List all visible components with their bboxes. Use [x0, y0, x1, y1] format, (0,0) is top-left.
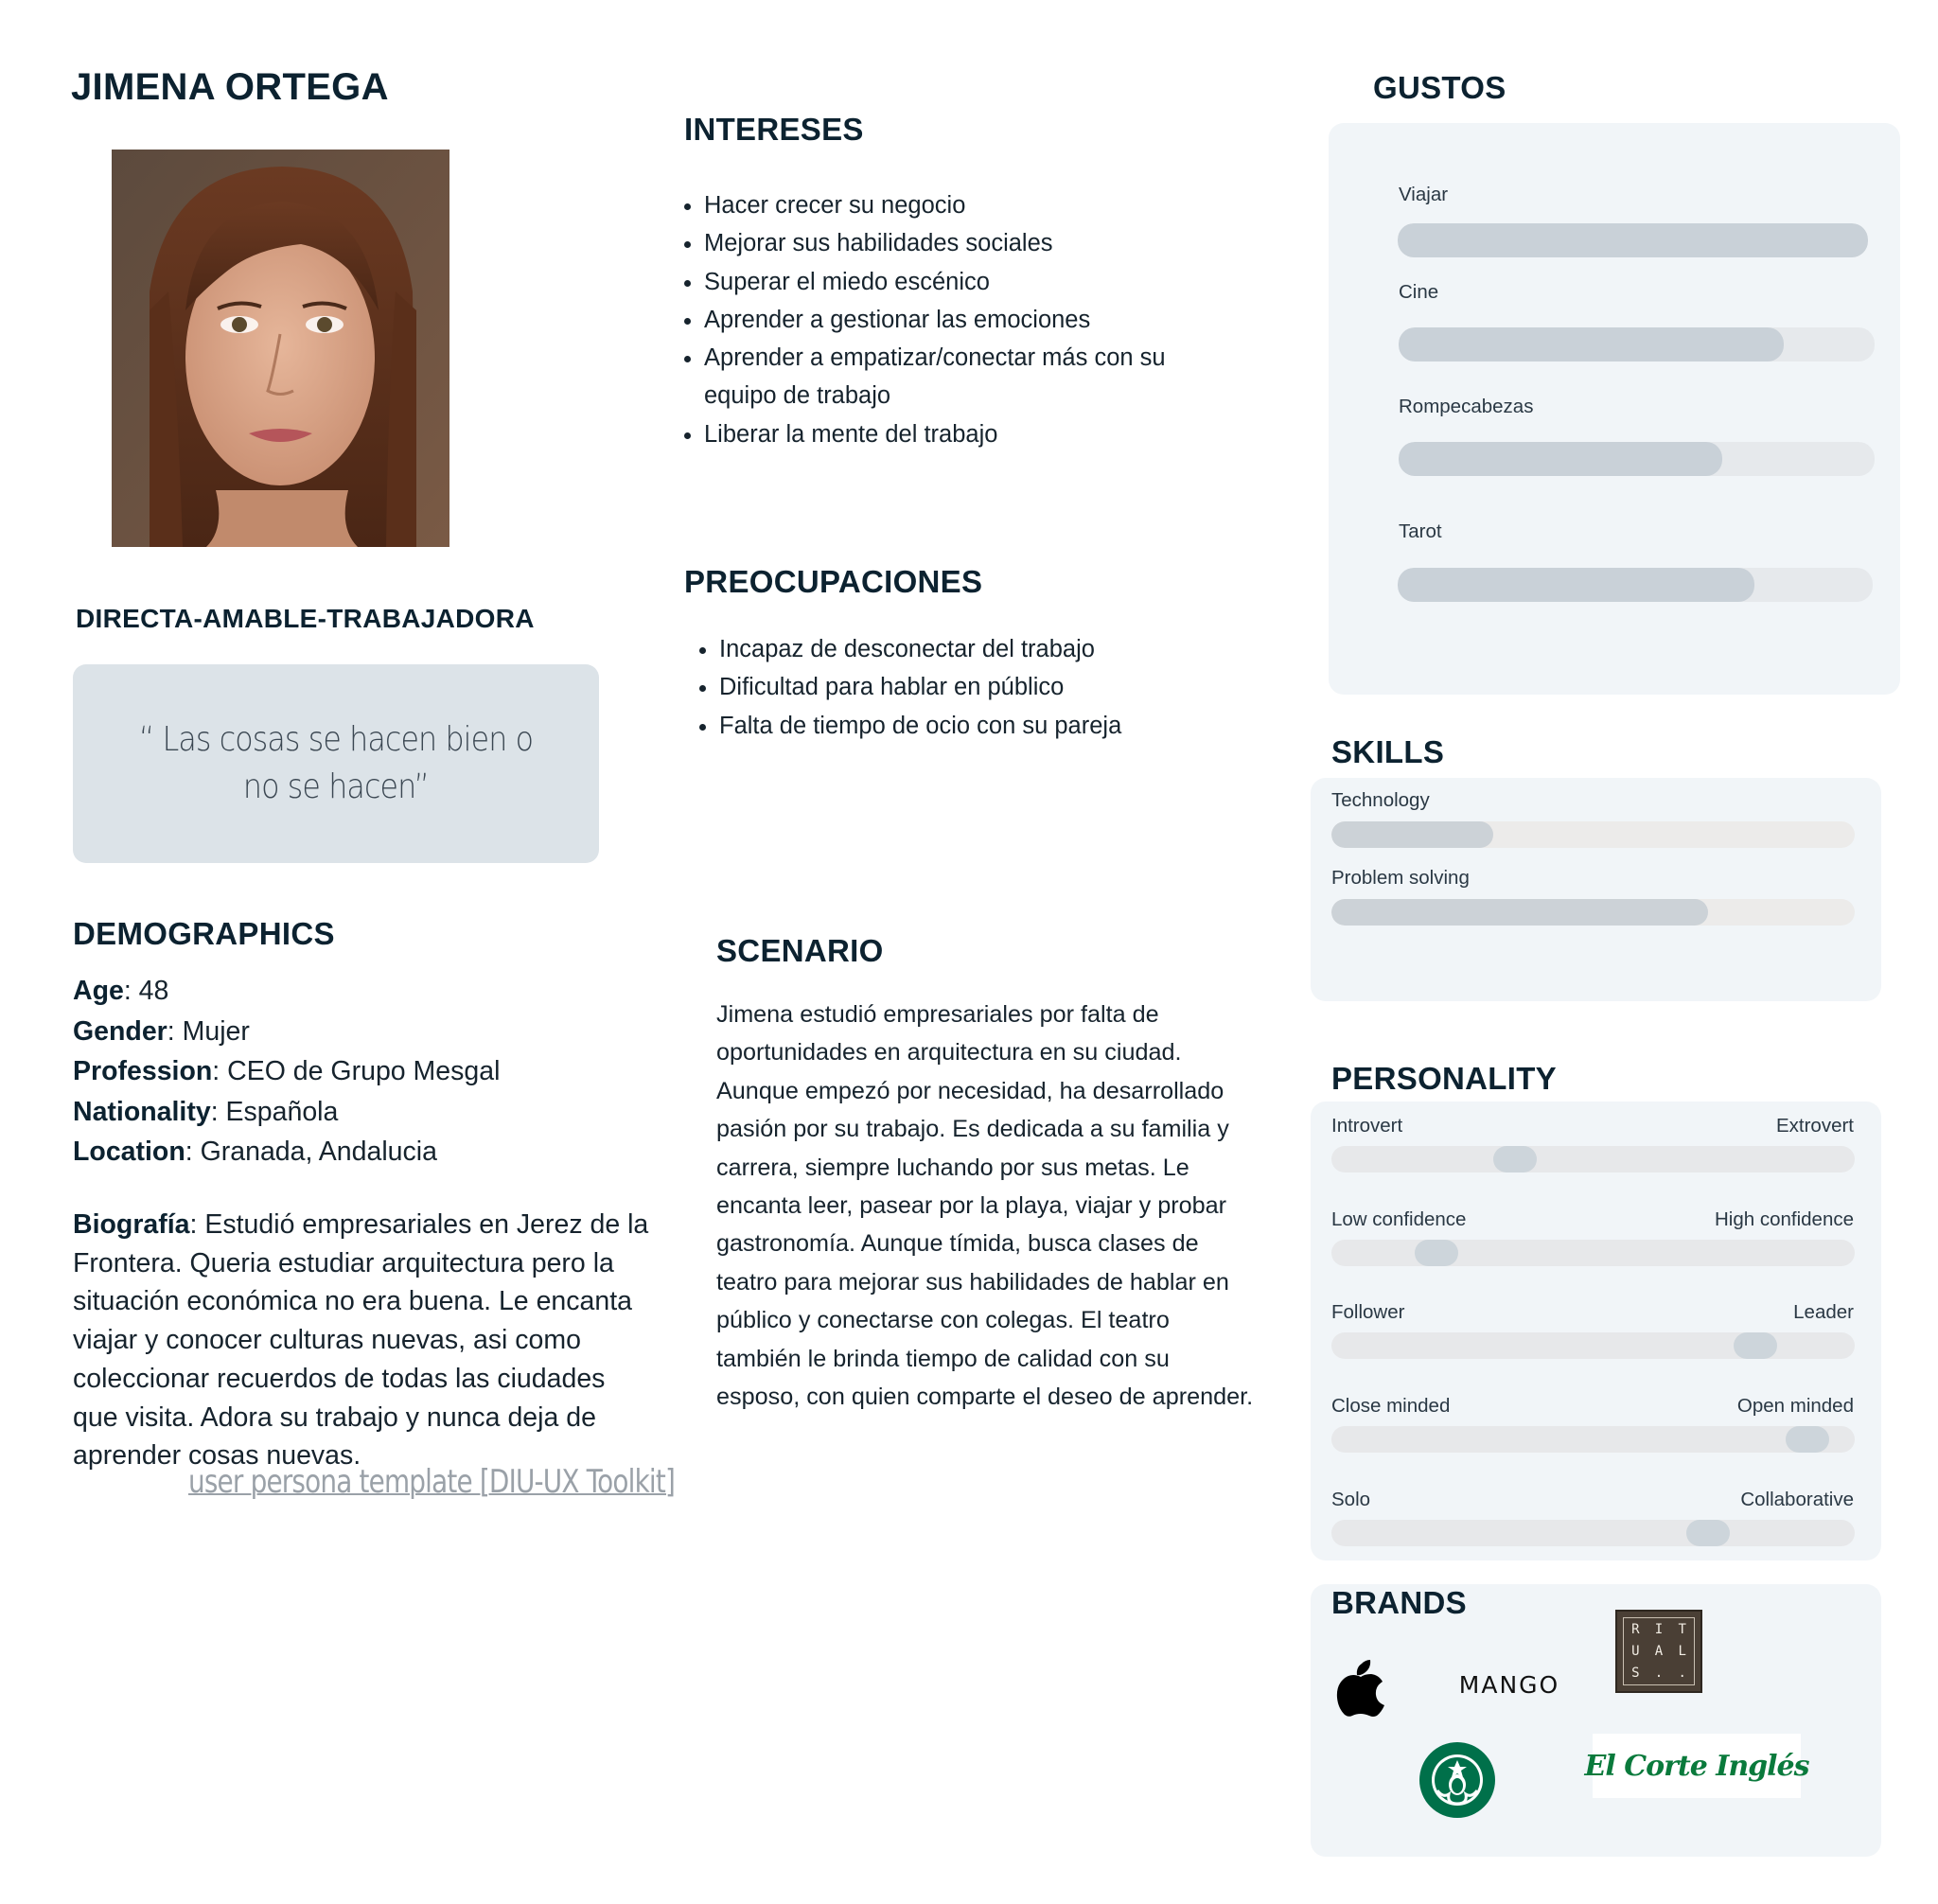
personality-right-label: Leader — [1793, 1301, 1854, 1323]
rituals-letter: . — [1678, 1666, 1686, 1682]
rituals-letter: A — [1654, 1643, 1664, 1659]
personality-slider[interactable] — [1331, 1426, 1855, 1453]
personality-left-label: Introvert — [1331, 1115, 1403, 1137]
el-corte-ingles-wordmark: El Corte Inglés — [1584, 1749, 1809, 1783]
biography-text: : Estudió empresariales en Jerez de la Frontera. Queria estudiar arquitectura pero la situación económica no era buena. Le encanta viajar y conocer culturas nuevas, asi como coleccionar recuerdos de todas las ciudades que visita. Adora su trabajo y nunca deja de aprender cosas nuevas. — [73, 1209, 649, 1472]
gustos-label: Viajar — [1399, 184, 1449, 205]
scenario-text: Jimena estudió empresariales por falta de oportunidades en arquitectura en su ciudad. Aunque empezó por necesidad, ha desarrollado pasión por su trabajo. Es dedicada a su familia y carrera, siempre luchando por sus metas. Le encanta leer, pasear por la playa, viajar y probar gastronomía. Aunque tímida, busca clases de teatro para mejorar sus habilidades de hablar en público y conectarse con colegas. El teatro también le brinda tiempo de calidad con su esposo, con quien comparte el deseo de aprender. — [716, 1001, 1254, 1411]
personality-right-label: Open minded — [1736, 1395, 1854, 1417]
brands-panel — [1311, 1584, 1881, 1857]
scenario-title: SCENARIO — [716, 933, 884, 968]
rituals-letter: L — [1678, 1643, 1686, 1659]
demographics-value: : 48 — [123, 976, 169, 1006]
demographics-label: Location — [73, 1137, 185, 1167]
demographics-title: DEMOGRAPHICS — [73, 916, 335, 951]
gustos-bar-fill — [1399, 442, 1722, 476]
apple-logo — [1332, 1656, 1389, 1719]
gustos-label: Cine — [1399, 281, 1439, 303]
personality-right-label: High confidence — [1714, 1208, 1854, 1230]
intereses-item: Aprender a gestionar las emociones — [704, 301, 1195, 339]
demographics-row — [73, 971, 500, 1012]
mango-logo — [1457, 1666, 1561, 1703]
personality-left-label: Solo — [1331, 1489, 1371, 1510]
rituals-letter: T — [1678, 1621, 1686, 1637]
intereses-item: Superar el miedo escénico — [704, 263, 1195, 301]
intereses-list — [684, 186, 1195, 453]
skills-bar-fill — [1331, 899, 1708, 926]
skills-bar-fill — [1331, 821, 1493, 848]
personality-right-label: Extrovert — [1775, 1115, 1854, 1137]
biography-label: Biografía — [73, 1209, 190, 1240]
skills-label: Problem solving — [1331, 867, 1470, 889]
persona-portrait-image — [112, 150, 449, 547]
starbucks-logo — [1417, 1739, 1498, 1821]
gustos-label: Tarot — [1399, 520, 1442, 542]
persona-traits: DIRECTA-AMABLE-TRABAJADORA — [76, 604, 535, 633]
demographics-value: : Granada, Andalucia — [185, 1137, 437, 1167]
personality-slider-knob[interactable] — [1415, 1240, 1458, 1266]
intereses-item: Aprender a empatizar/conectar más con su equipo de trabajo — [704, 339, 1195, 415]
gustos-bar-fill — [1399, 327, 1784, 361]
gustos-bar-fill — [1398, 568, 1754, 602]
intereses-item: Hacer crecer su negocio — [704, 186, 1195, 224]
persona-name: JIMENA ORTEGA — [71, 66, 389, 108]
intereses-title: INTERESES — [684, 112, 864, 147]
template-credit-link[interactable]: user persona template [DIU-UX Toolkit] — [188, 1463, 675, 1501]
demographics-row — [73, 1012, 500, 1052]
demographics-label: Nationality — [73, 1096, 211, 1127]
rituals-letter: . — [1654, 1666, 1664, 1682]
rituals-logo — [1615, 1610, 1702, 1693]
preocupaciones-item: Incapaz de desconectar del trabajo — [719, 630, 1191, 668]
personality-slider[interactable] — [1331, 1520, 1855, 1546]
demographics-row — [73, 1092, 500, 1133]
personality-title: PERSONALITY — [1331, 1061, 1557, 1096]
preocupaciones-list — [699, 630, 1191, 745]
persona-quote: “ Las cosas se hacen bien o no se hacen” — [138, 720, 534, 806]
personality-left-label: Close minded — [1331, 1395, 1451, 1417]
demographics-value: : Mujer — [167, 1015, 250, 1047]
rituals-letter: R — [1631, 1621, 1640, 1637]
rituals-letter: I — [1654, 1621, 1664, 1637]
persona-photo — [112, 150, 449, 547]
personality-slider-knob[interactable] — [1786, 1426, 1829, 1453]
gustos-bar — [1398, 223, 1868, 257]
apple-logo-icon — [1336, 1658, 1385, 1717]
gustos-bar — [1398, 568, 1873, 602]
brands-title: BRANDS — [1331, 1585, 1467, 1620]
starbucks-logo-icon — [1418, 1741, 1496, 1819]
preocupaciones-item: Dificultad para hablar en público — [719, 668, 1191, 706]
personality-slider-knob[interactable] — [1493, 1146, 1537, 1172]
preocupaciones-title: PREOCUPACIONES — [684, 564, 983, 599]
demographics-row — [73, 1132, 500, 1172]
rituals-letter: U — [1631, 1643, 1640, 1659]
gustos-bar — [1399, 327, 1875, 361]
demographics-label: Profession — [73, 1056, 213, 1086]
skills-bar — [1331, 821, 1855, 848]
gustos-bar-fill — [1398, 223, 1868, 257]
personality-left-label: Follower — [1331, 1301, 1405, 1323]
intereses-item: Liberar la mente del trabajo — [704, 415, 1195, 453]
skills-bar — [1331, 899, 1855, 926]
demographics-list — [73, 971, 500, 1172]
el-corte-ingles-logo — [1584, 1734, 1809, 1798]
demographics-value: : CEO de Grupo Mesgal — [212, 1056, 501, 1086]
rituals-logo-grid — [1623, 1617, 1695, 1685]
demographics-row — [73, 1051, 500, 1092]
skills-title: SKILLS — [1331, 734, 1445, 769]
personality-right-label: Collaborative — [1740, 1489, 1854, 1510]
personality-slider[interactable] — [1331, 1332, 1855, 1359]
intereses-item: Mejorar sus habilidades sociales — [704, 224, 1195, 262]
preocupaciones-item: Falta de tiempo de ocio con su pareja — [719, 707, 1191, 745]
mango-logo-text: MANGO — [1458, 1670, 1560, 1699]
skills-label: Technology — [1331, 789, 1430, 811]
personality-slider[interactable] — [1331, 1146, 1855, 1172]
rituals-letter: S — [1631, 1666, 1640, 1682]
persona-quote-box — [73, 664, 599, 863]
personality-slider-knob[interactable] — [1686, 1520, 1730, 1546]
personality-slider[interactable] — [1331, 1240, 1855, 1266]
biography — [73, 1206, 650, 1475]
gustos-title: GUSTOS — [1373, 70, 1506, 105]
personality-slider-knob[interactable] — [1734, 1332, 1777, 1359]
demographics-value: : Española — [210, 1096, 339, 1127]
gustos-label: Rompecabezas — [1399, 396, 1534, 417]
demographics-label: Gender — [73, 1015, 167, 1047]
gustos-bar — [1399, 442, 1875, 476]
personality-left-label: Low confidence — [1331, 1208, 1467, 1230]
demographics-label: Age — [73, 976, 124, 1006]
